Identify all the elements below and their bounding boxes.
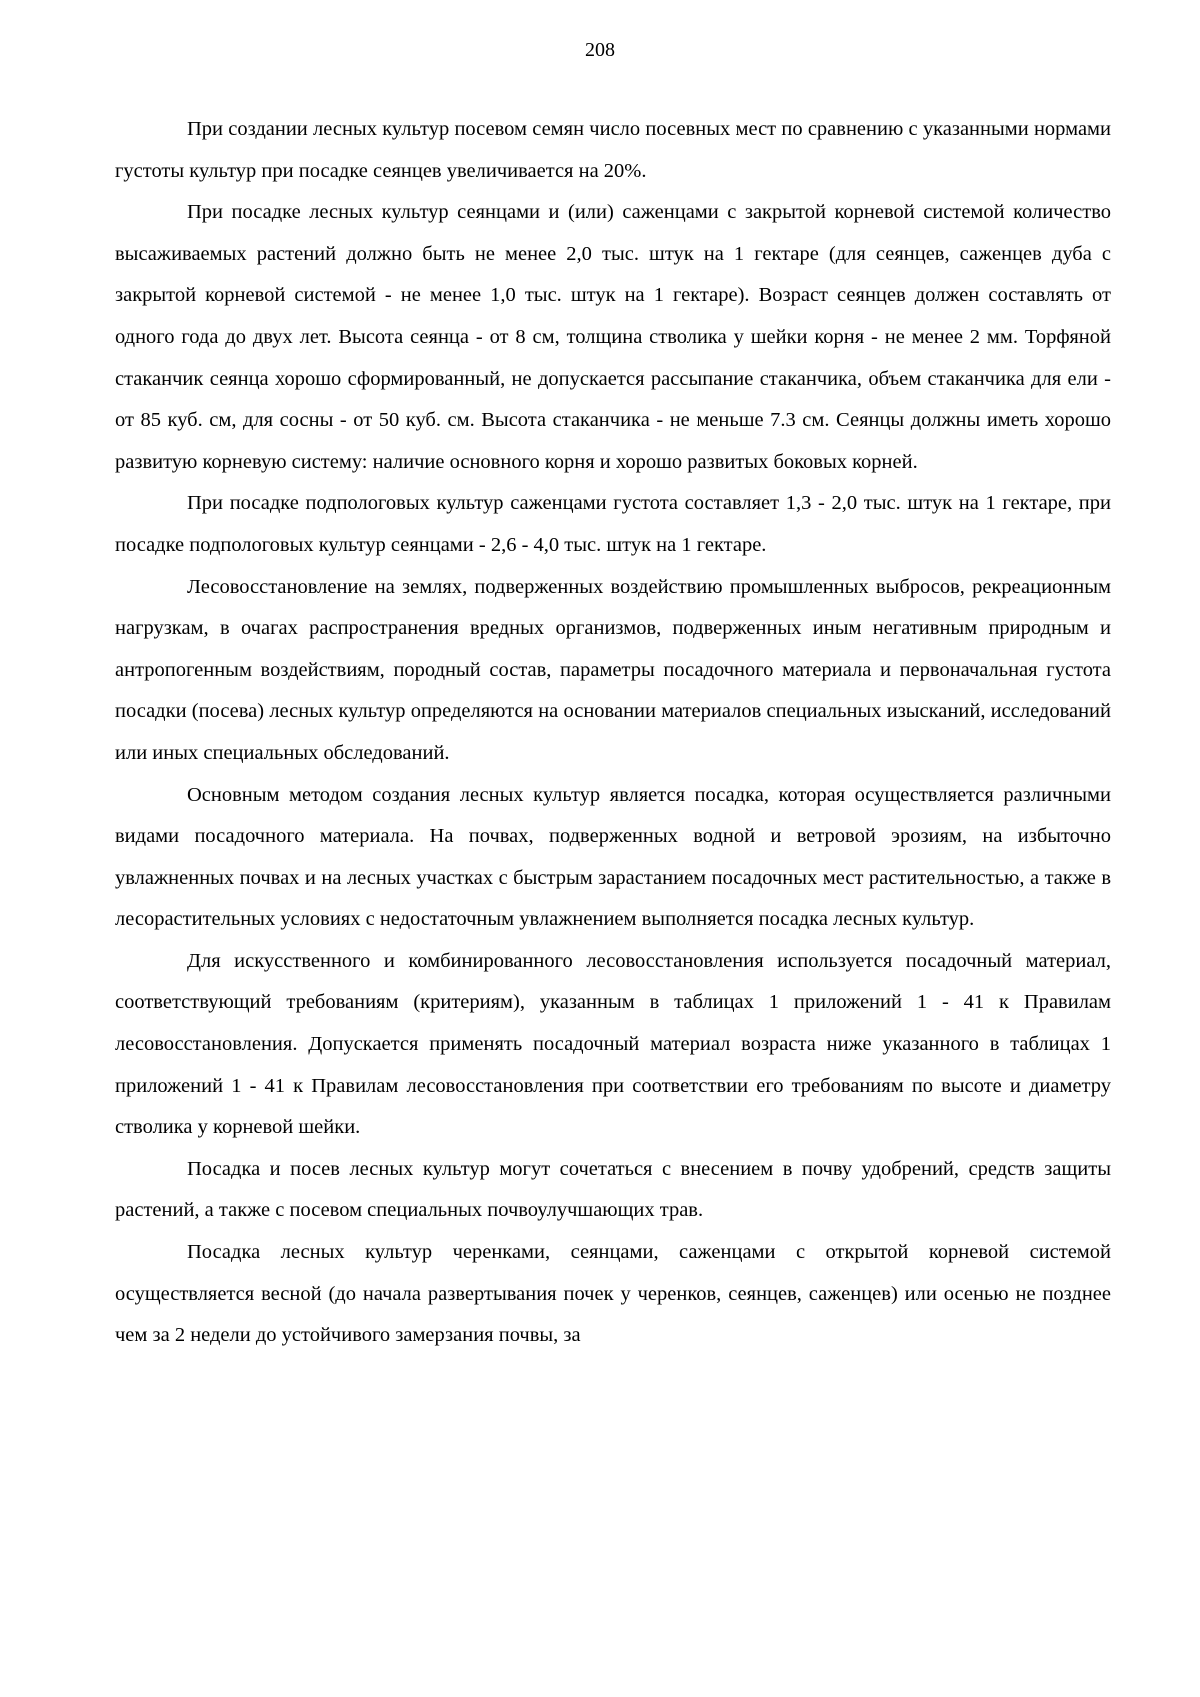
paragraph-seeding-density: При создании лесных культур посевом семян число посевных мест по сравнению с указанными нормами густоты культур при посадке сеянцев увеличивается на 20%. — [115, 118, 1111, 182]
paragraph-undercanopy-density: При посадке подпологовых культур саженцами густота составляет 1,3 - 2,0 тыс. штук на 1 гектаре, при посадке подпологовых культур сеянцами - 2,6 - 4,0 тыс. штук на 1 гектаре. — [115, 492, 1111, 556]
paragraph-closed-root-seedlings: При посадке лесных культур сеянцами и (или) саженцами с закрытой корневой системой количество высаживаемых растений должно быть не менее 2,0 тыс. штук на 1 гектаре (для сеянцев, саженцев дуба с закрытой корневой системой - не менее 1,0 тыс. штук на 1 гектаре). Возраст сеянцев должен составлять от одного года до двух лет. Высота сеянца - от 8 см, толщина стволика у шейки корня - не менее 2 мм. Торфяной стаканчик сеянца хорошо сформированный, не допускается рассыпание стаканчика, объем стаканчика для ели - от 85 куб. см, для сосны - от 50 куб. см. Высота стаканчика - не меньше 7.3 см. Сеянцы должны иметь хорошо развитую корневую систему: наличие основного корня и хорошо развитых боковых корней. — [115, 201, 1111, 473]
paragraph-fertilizers: Посадка и посев лесных культур могут сочетаться с внесением в почву удобрений, средств защиты растений, а также с посевом специальных почвоулучшающих трав. — [115, 1157, 1111, 1222]
page-number: 208 — [585, 39, 615, 61]
paragraph-main-method: Основным методом создания лесных культур является посадка, которая осуществляется различными видами посадочного материала. На почвах, подверженных водной и ветровой эрозиям, на избыточно увлажненных почвах и на лесных участках с быстрым зарастанием посадочных мест растительностью, а также в лесорастительных условиях с недостаточным увлажнением выполняется посадка лесных культур. — [115, 783, 1111, 931]
paragraph-planting-material: Для искусственного и комбинированного лесовосстановления используется посадочный материал, соответствующий требованиям (критериям), указанным в таблицах 1 приложений 1 - 41 к Правилам лесовосстановления. Допускается применять посадочный материал возраста ниже указанного в таблицах 1 приложений 1 - 41 к Правилам лесовосстановления при соответствии его требованиям по высоте и диаметру стволика у корневой шейки. — [115, 949, 1111, 1139]
paragraph-planting-season: Посадка лесных культур черенками, сеянцами, саженцами с открытой корневой системой осуществляется весной (до начала развертывания почек у черенков, сеянцев, саженцев) или осенью не позднее чем за 2 недели до устойчивого замерзания почвы, за — [115, 1241, 1111, 1347]
paragraph-impacted-lands: Лесовосстановление на землях, подверженных воздействию промышленных выбросов, рекреационным нагрузкам, в очагах распространения вредных организмов, подверженных иным негативным природным и антропогенным воздействиям, породный состав, параметры посадочного материала и первоначальная густота посадки (посева) лесных культур определяются на основании материалов специальных изысканий, исследований или иных специальных обследований. — [115, 575, 1111, 764]
document-body — [115, 109, 1111, 1357]
